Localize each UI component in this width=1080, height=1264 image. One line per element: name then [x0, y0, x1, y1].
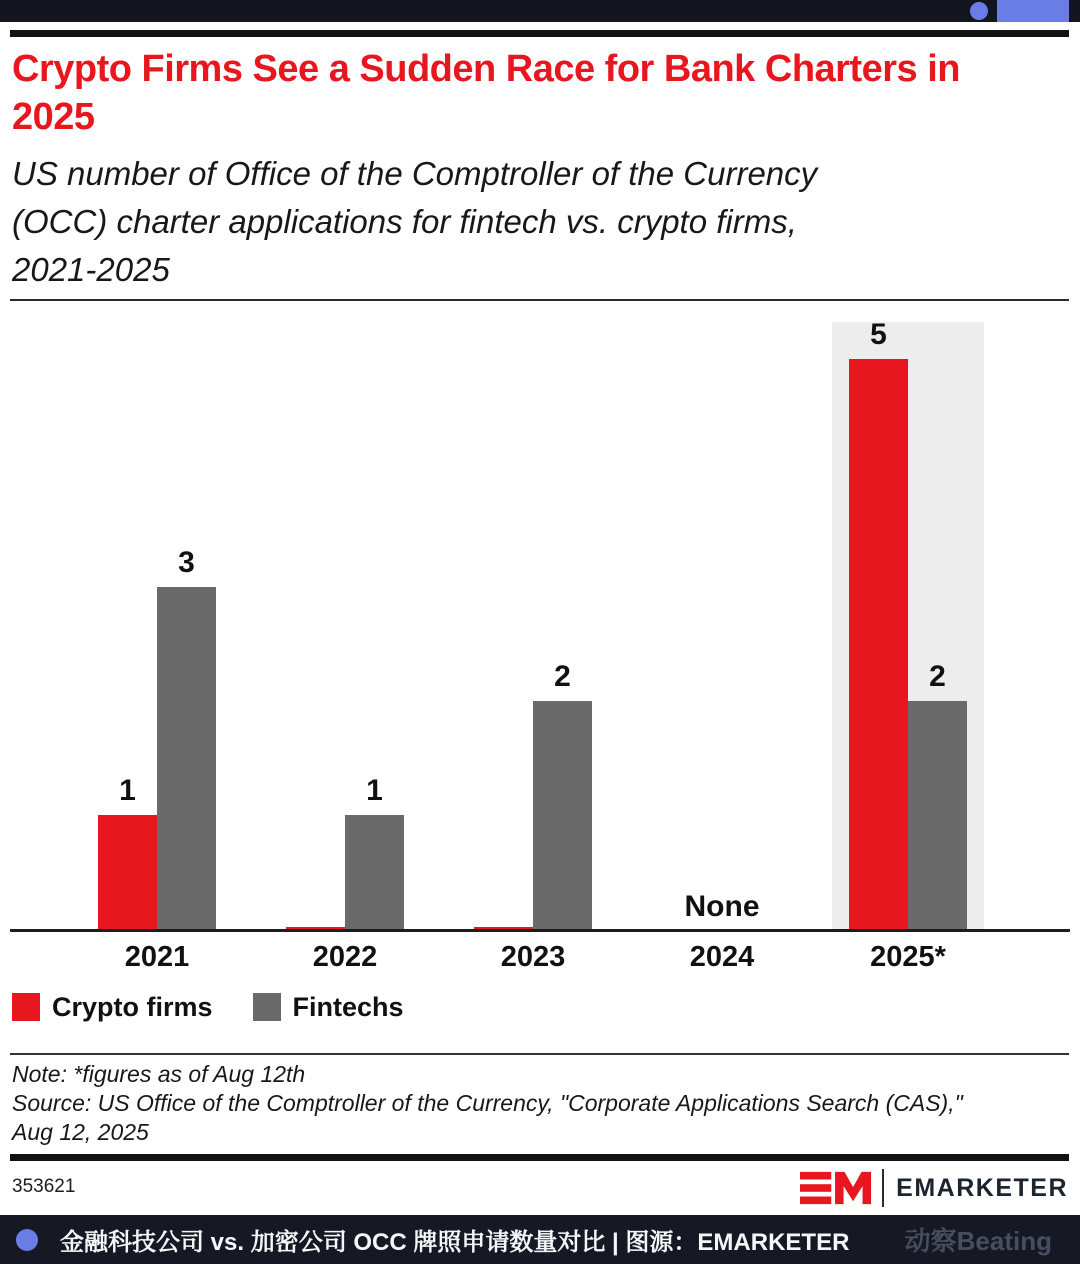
footer-divider [10, 1154, 1069, 1161]
bar-crypto-firms-2025* [849, 359, 908, 929]
notes-block [12, 1060, 1002, 1147]
x-axis-line [10, 929, 1070, 932]
legend-label-fintechs: Fintechs [292, 992, 404, 1022]
blue-dot-icon [970, 2, 988, 20]
watermark: 动察Beating [904, 1226, 1052, 1256]
legend-swatch-fintechs-icon [253, 993, 281, 1021]
emarketer-wordmark: EMARKETER [896, 1173, 1068, 1202]
bar-fintechs-2022 [345, 815, 404, 929]
chart-id: 353621 [12, 1176, 76, 1197]
none-label: None [684, 890, 760, 923]
chart-subtitle: US number of Office of the Comptroller of the Currency (OCC) charter applications for fintech vs. crypto firms, 2021-2025 [12, 155, 818, 288]
x-axis-label: 2023 [500, 941, 566, 973]
bar-fintechs-2021 [157, 587, 216, 929]
top-bar [0, 0, 1080, 22]
bar-chart [0, 300, 1080, 990]
x-axis-label: 2021 [124, 941, 190, 973]
em-mark-icon [800, 1170, 872, 1206]
bottom-caption: 金融科技公司 vs. 加密公司 OCC 牌照申请数量对比 | 图源：EMARKETER [60, 1229, 850, 1256]
logo-divider [882, 1169, 884, 1207]
top-divider [10, 30, 1069, 37]
x-axis-label: 2025* [870, 941, 946, 973]
x-axis-label: 2022 [312, 941, 378, 973]
bar-crypto-firms-2021 [98, 815, 157, 929]
note-text: Note: *figures as of Aug 12th [12, 1061, 306, 1087]
bar-fintechs-2025* [908, 701, 967, 929]
chart-title: Crypto Firms See a Sudden Race for Bank Charters in 2025 [12, 48, 960, 138]
legend-item-fintechs [253, 993, 404, 1021]
bar-value-label: 1 [366, 774, 383, 807]
notes-divider [10, 1053, 1069, 1055]
x-axis-label: 2024 [689, 941, 755, 973]
bar-value-label: 2 [554, 660, 571, 693]
legend-label-crypto: Crypto firms [52, 992, 213, 1022]
legend-item-crypto-firms [12, 993, 213, 1021]
bullet-icon [16, 1229, 38, 1251]
emarketer-logo [800, 1168, 1068, 1208]
bar-fintechs-2023 [533, 701, 592, 929]
bar-value-label: 3 [178, 546, 195, 579]
legend-swatch-crypto-icon [12, 993, 40, 1021]
bar-value-label: 1 [119, 774, 136, 807]
source-text: Source: US Office of the Comptroller of the Currency, "Corporate Applications Search (CAS)," Aug 12, 2025 [12, 1090, 963, 1145]
bottom-bar [0, 1215, 1080, 1264]
legend [12, 993, 444, 1021]
bar-value-label: 2 [929, 660, 946, 693]
blue-rectangle [997, 0, 1069, 22]
bar-value-label: 5 [870, 318, 887, 351]
